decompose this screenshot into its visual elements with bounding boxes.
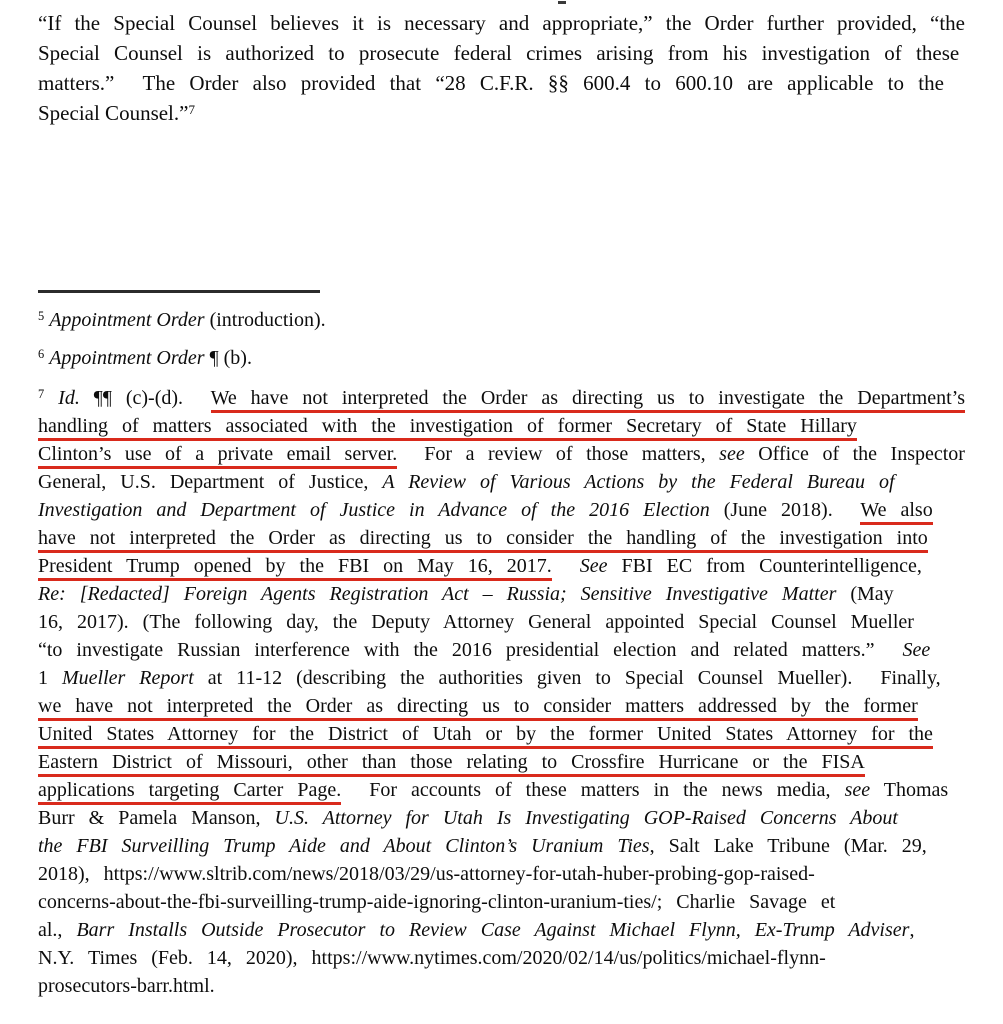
text-line: $^5$ Appointment Order (introduction). — [38, 309, 326, 331]
text-line: 1 Mueller Report at 11-12 (describing the authorities given to Special Counsel Mueller). Finally, — [38, 667, 941, 689]
text-line — [38, 524, 965, 552]
red-underlined-text: Eastern District of Missouri, other than those relating to Crossfire Hurricane or the FISA — [38, 751, 865, 777]
text-line: 2018), https://www.sltrib.com/news/2018/03/29/us-attorney-for-utah-huber-probing-gop-raised- — [38, 863, 815, 885]
text-line: N.Y. Times (Feb. 14, 2020), https://www.nytimes.com/2020/02/14/us/politics/michael-flynn- — [38, 947, 826, 969]
text-line: prosecutors-barr.html. — [38, 975, 215, 997]
text-line: applications targeting Carter Page. For accounts of these matters in the news media, see Thomas — [38, 776, 965, 804]
scan-artifact — [558, 1, 566, 4]
text-line — [38, 412, 965, 440]
red-underlined-text: handling of matters associated with the investigation of former Secretary of State Hillary — [38, 415, 857, 441]
text-line: $^6$ Appointment Order ¶ (b). — [38, 347, 252, 369]
text-line: Re: [Redacted] Foreign Agents Registration Act – Russia; Sensitive Investigative Matter (May — [38, 583, 894, 605]
text-line: Burr & Pamela Manson, U.S. Attorney for Utah Is Investigating GOP-Raised Concerns About — [38, 807, 898, 829]
footnote-7 — [38, 384, 965, 1000]
red-underlined-text: have not interpreted the Order as directing us to consider the handling of the investigation into — [38, 527, 928, 553]
red-underlined-text: we have not interpreted the Order as directing us to consider matters addressed by the former — [38, 695, 918, 721]
red-underlined-text: applications targeting Carter Page. — [38, 779, 341, 805]
text-line: $^7$ Id. ¶¶ (c)-(d). We have not interpreted the Order as directing us to investigate the Department’s — [38, 384, 965, 412]
text-line: General, U.S. Department of Justice, A Review of Various Actions by the Federal Bureau of — [38, 471, 895, 493]
text-line — [38, 692, 965, 720]
text-line: Clinton’s use of a private email server. For a review of those matters, see Office of the Inspector — [38, 440, 965, 468]
text-line: Special Counsel is authorized to prosecute federal crimes arising from his investigation of these — [38, 41, 960, 65]
text-line: Special Counsel.”$^7$ — [38, 101, 195, 125]
red-underlined-text: President Trump opened by the FBI on May 16, 2017. — [38, 555, 552, 581]
red-underlined-text: Clinton’s use of a private email server. — [38, 443, 397, 469]
body-paragraph — [38, 8, 965, 128]
text-line: the FBI Surveilling Trump Aide and About Clinton’s Uranium Ties, Salt Lake Tribune (Mar. 29, — [38, 835, 927, 857]
text-line: 16, 2017). (The following day, the Deputy Attorney General appointed Special Counsel Mueller — [38, 611, 914, 633]
text-line — [38, 720, 965, 748]
red-underlined-text: We have not interpreted the Order as directing us to investigate the Department’s — [211, 387, 965, 413]
text-line: “If the Special Counsel believes it is necessary and appropriate,” the Order further provided, “the — [38, 11, 965, 35]
text-line — [38, 748, 965, 776]
text-line: Investigation and Department of Justice in Advance of the 2016 Election (June 2018). We also — [38, 496, 965, 524]
red-underlined-text: We also — [860, 499, 932, 525]
text-line: “to investigate Russian interference with the 2016 presidential election and related matters.” See — [38, 639, 931, 661]
footnotes-section — [38, 306, 965, 1000]
text-line: matters.” The Order also provided that “28 C.F.R. §§ 600.4 to 600.10 are applicable to the — [38, 71, 944, 95]
text-line: al., Barr Installs Outside Prosecutor to Review Case Against Michael Flynn, Ex-Trump Adviser, — [38, 919, 915, 941]
text-line: concerns-about-the-fbi-surveilling-trump-aide-ignoring-clinton-uranium-ties/; Charlie Savage et — [38, 891, 836, 913]
footnote-separator — [38, 290, 320, 293]
footnote-5 — [38, 306, 965, 334]
red-underlined-text: United States Attorney for the District of Utah or by the former United States Attorney for the — [38, 723, 933, 749]
footnote-6 — [38, 344, 965, 372]
text-line: President Trump opened by the FBI on May 16, 2017. See FBI EC from Counterintelligence, — [38, 552, 965, 580]
